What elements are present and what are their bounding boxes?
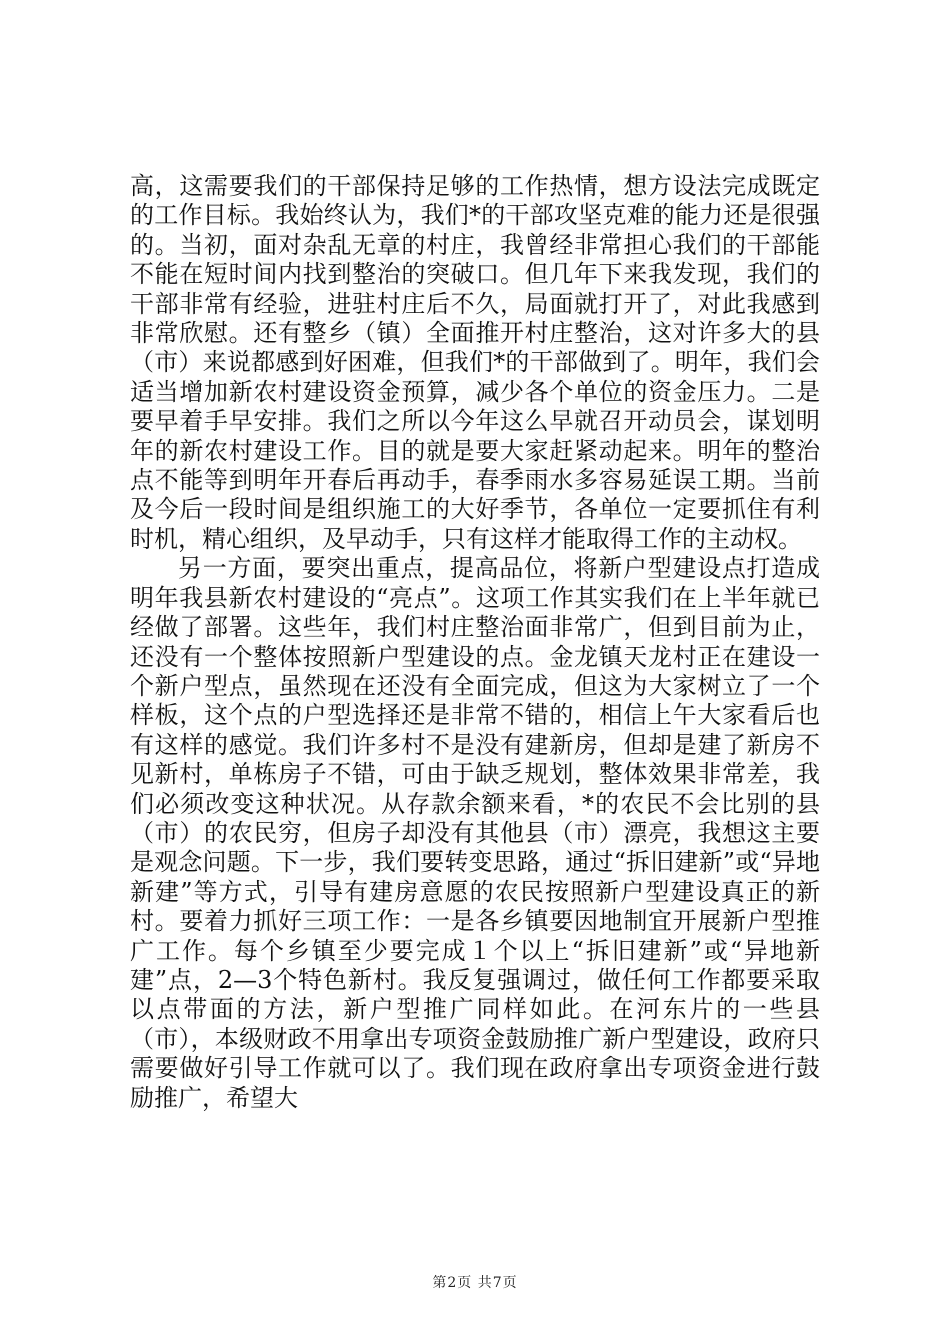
paragraph-2: 另一方面，要突出重点，提高品位，将新户型建设点打造成明年我县新农村建设的“亮点”。这项工作其实我们在上半年就已经做了部署。这些年，我们村庄整治面非常广，但到目前为止，还没有一个整体按照新户型建设的点。金龙镇天龙村正在建设一个新户型点，虽然现在还没有全面完成，但这为大家树立了一个样板，这个点的户型选择还是非常不错的，相信上午大家看后也有这样的感觉。我们许多村不是没有建新房，但却是建了新房不见新村，单栋房子不错，可由于缺乏规划，整体效果非常差，我们必须改变这种状况。从存款余额来看，*的农民不会比别的县（市）的农民穷，但房子却没有其他县（市）漂亮，我想这主要是观念问题。下一步，我们要转变思路，通过“拆旧建新”或“异地新建”等方式，引导有建房意愿的农民按照新户型建设真正的新村。要着力抓好三项工作：一是各乡镇要因地制宜开展新户型推广工作。每个乡镇至少要完成１个以上“拆旧建新”或“异地新建”点，2—3个特色新村。我反复强调过，做任何工作都要采取以点带面的方法，新户型推广同样如此。在河东片的一些县（市），本级财政不用拿出专项资金鼓励推广新户型建设，政府只需要做好引导工作就可以了。我们现在政府拿出专项资金进行鼓励推广，希望大 <box>130 554 820 1112</box>
page-number-footer: 第2页 共7页 <box>432 1275 518 1291</box>
body-text <box>130 172 820 1113</box>
paragraph-1: 高，这需要我们的干部保持足够的工作热情，想方设法完成既定的工作目标。我始终认为，我们*的干部攻坚克难的能力还是很强的。当初，面对杂乱无章的村庄，我曾经非常担心我们的干部能不能在短时间内找到整治的突破口。但几年下来我发现，我们的干部非常有经验，进驻村庄后不久，局面就打开了，对此我感到非常欣慰。还有整乡（镇）全面推开村庄整治，这对许多大的县（市）来说都感到好困难，但我们*的干部做到了。明年，我们会适当增加新农村建设资金预算，减少各个单位的资金压力。二是要早着手早安排。我们之所以今年这么早就召开动员会，谋划明年的新农村建设工作。目的就是要大家赶紧动起来。明年的整治点不能等到明年开春后再动手，春季雨水多容易延误工期。当前及今后一段时间是组织施工的大好季节，各单位一定要抓住有利时机，精心组织，及早动手，只有这样才能取得工作的主动权。 <box>130 172 820 553</box>
